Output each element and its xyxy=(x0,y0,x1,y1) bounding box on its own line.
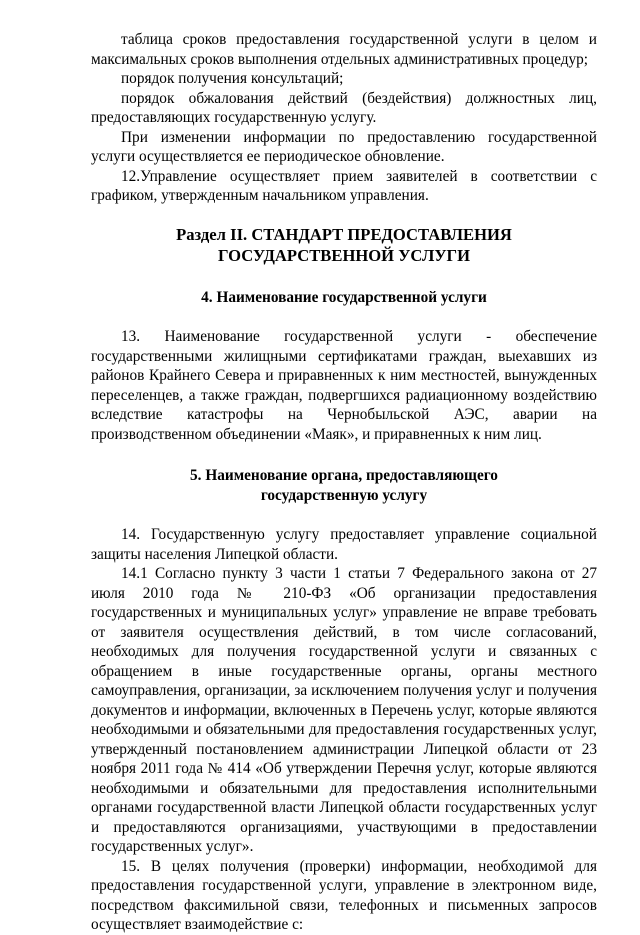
subsection-5-title xyxy=(91,466,597,505)
intro-paragraph: таблица сроков предоставления государственной услуги в целом и максимальных сроков выполнения отдельных административных процедур; xyxy=(91,31,597,68)
intro-paragraph: порядок обжалования действий (бездействия) должностных лиц, предоставляющих государственную услугу. xyxy=(91,89,597,126)
intro-paragraph: порядок получения консультаций; xyxy=(121,70,344,87)
subsection-4-title: 4. Наименование государственной услуги xyxy=(201,288,487,306)
subsection-5-title-line: 5. Наименование органа, предоставляющего xyxy=(190,467,498,484)
paragraph-13: 13. Наименование государственной услуги - обеспечение государственными жилищными сертификатами граждан, выехавших из районов Крайнего Севера и приравненных к ним местностей, вынужденных переселенцев, а также граждан, подвергшихся радиационному воздействию вследствие катастрофы на Чернобыльской АЭС, аварии на производственном объединении «Маяк», и приравненных к ним лиц. xyxy=(91,328,597,443)
paragraph-15: 15. В целях получения (проверки) информации, необходимой для предоставления государственной услуги, управление в электронном виде, посредством факсимильной связи, телефонных и письменных запросов осуществляет взаимодействие с: xyxy=(91,857,597,933)
section-title: Раздел II. СТАНДАРТ ПРЕДОСТАВЛЕНИЯ ГОСУДАРСТВЕННОЙ УСЛУГИ xyxy=(176,224,512,265)
paragraph-14-1: 14.1 Согласно пункту 3 части 1 статьи 7 Федерального закона от 27 июля 2010 года № 210-ФЗ «Об организации предоставления государственных и муниципальных услуг» управление не вправе требовать от заявителя осуществления действий, в том числе согласований, необходимых для получения государственной услуги и связанных с обращением в иные государственные органы, органы местного самоуправления, организации, за исключением получения услуг и получения документов и информации, включенных в Перечень услуг, которые являются необходимыми и обязательными для предоставления государственных услуг, утвержденный постановлением администрации Липецкой области от 23 ноября 2011 года № 414 «Об утверждении Перечня услуг, которые являются необходимыми и обязательными для предоставления исполнительными органами государственной власти Липецкой области государственных услуг и предоставляются организациями, участвующими в предоставлении государственных услуг». xyxy=(91,565,597,855)
intro-paragraph: 12.Управление осуществляет прием заявителей в соответствии с графиком, утвержденным начальником управления. xyxy=(91,167,597,204)
intro-paragraph: При изменении информации по предоставлению государственной услуги осуществляется ее периодическое обновление. xyxy=(91,128,597,165)
document-body xyxy=(91,30,597,935)
paragraph-14: 14. Государственную услугу предоставляет управление социальной защиты населения Липецкой области. xyxy=(91,526,597,563)
subsection-5-title-line: государственную услугу xyxy=(260,486,428,504)
